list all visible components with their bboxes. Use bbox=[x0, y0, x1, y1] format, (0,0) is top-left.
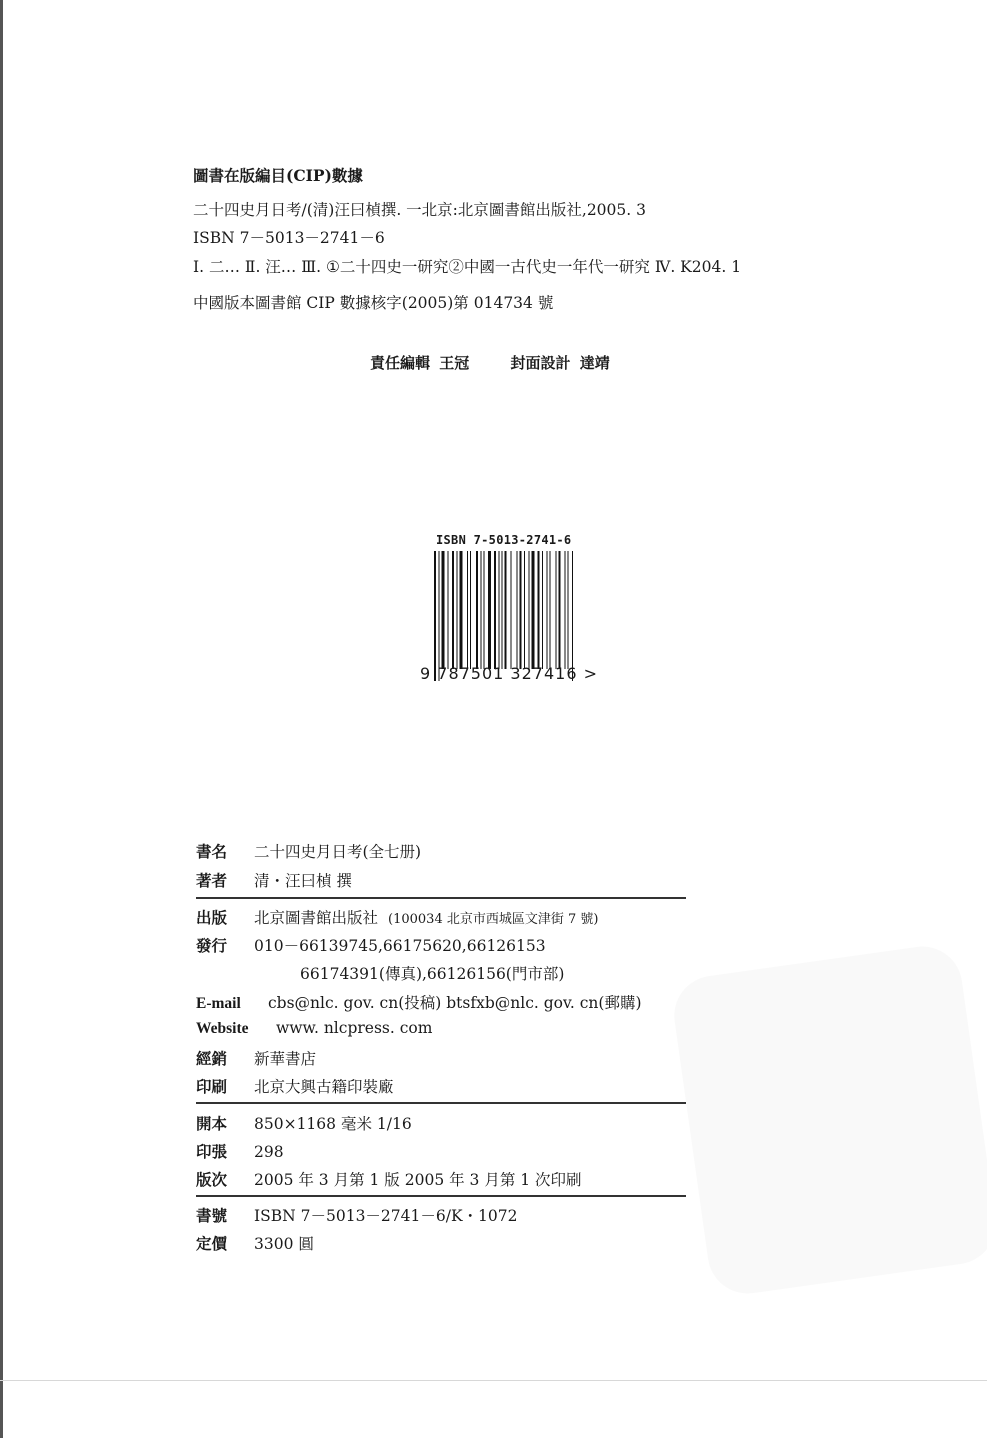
publisher-address: (100034 北京市西城區文津街 7 號) bbox=[388, 912, 599, 927]
barcode-bar bbox=[494, 551, 496, 669]
book-author: 清・汪曰楨 撰 bbox=[254, 872, 352, 890]
barcode-bar bbox=[434, 551, 436, 681]
price-label: 定價 bbox=[196, 1234, 228, 1253]
barcode-bar bbox=[452, 551, 454, 669]
barcode-bar bbox=[481, 551, 482, 669]
barcode-bar bbox=[502, 551, 503, 669]
barcode-bar bbox=[568, 551, 569, 669]
book-number-value: ISBN 7－5013－2741－6/K・1072 bbox=[254, 1207, 518, 1225]
scan-bottom-edge bbox=[0, 1380, 987, 1381]
barcode-bar bbox=[457, 551, 458, 669]
barcode-bar bbox=[467, 551, 468, 669]
barcode-bar bbox=[505, 551, 507, 669]
barcode-bar bbox=[484, 551, 485, 669]
format-label: 開本 bbox=[196, 1114, 228, 1133]
barcode-isbn-text: ISBN 7-5013-2741-6 bbox=[436, 533, 572, 547]
book-title: 二十四史月日考(全七册) bbox=[254, 843, 422, 861]
cip-title-line: 二十四史月日考/(清)汪曰楨撰. 一北京:北京圖書館出版社,2005. 3 bbox=[193, 201, 646, 219]
barcode-bar bbox=[532, 551, 535, 669]
barcode-bar bbox=[547, 551, 548, 669]
barcode-bar bbox=[550, 551, 551, 669]
barcode-bar bbox=[517, 551, 518, 669]
author-label: 著者 bbox=[196, 871, 228, 890]
faint-watermark bbox=[669, 941, 987, 1298]
section-divider bbox=[196, 1195, 686, 1197]
distribution-phones-continued: 66174391(傳真),66126156(門市部) bbox=[300, 965, 565, 983]
edition-value: 2005 年 3 月第 1 版 2005 年 3 月第 1 次印刷 bbox=[254, 1171, 582, 1189]
editorial-credits bbox=[370, 352, 614, 373]
editor-name: 王冠 bbox=[439, 354, 470, 372]
barcode-bar bbox=[520, 551, 522, 669]
barcode-bar bbox=[476, 551, 478, 669]
barcode-bar bbox=[538, 551, 540, 669]
barcode-bar bbox=[542, 551, 543, 669]
barcode-bar bbox=[488, 551, 491, 669]
page-edge bbox=[0, 0, 3, 1438]
edition-label: 版次 bbox=[196, 1170, 228, 1189]
barcode-bar bbox=[529, 551, 530, 669]
cover-designer-name: 達靖 bbox=[579, 354, 610, 372]
publisher-label: 出版 bbox=[196, 908, 228, 927]
email-value: cbs@nlc. gov. cn(投稿) btsfxb@nlc. gov. cn(郵購) bbox=[268, 994, 642, 1012]
barcode-bar bbox=[565, 551, 566, 669]
email-label: E-mail bbox=[196, 995, 241, 1012]
printer-label: 印刷 bbox=[196, 1077, 228, 1096]
sheets-label: 印張 bbox=[196, 1142, 228, 1161]
cover-designer-label: 封面設計 bbox=[510, 354, 571, 372]
cip-classification-line: Ⅰ. 二… Ⅱ. 汪… Ⅲ. ①二十四史一研究②中國一古代史一年代一研究 Ⅳ. K204. 1 bbox=[193, 258, 742, 276]
seller-label: 經銷 bbox=[196, 1049, 228, 1068]
barcode-bar bbox=[556, 551, 557, 669]
seller-value: 新華書店 bbox=[254, 1050, 317, 1068]
cip-heading: 圖書在版編目(CIP)數據 bbox=[193, 166, 363, 185]
barcode-bar bbox=[442, 551, 445, 669]
section-divider bbox=[196, 897, 686, 899]
barcode-bar bbox=[559, 551, 561, 669]
barcode-digits: 9 787501 327416 > bbox=[420, 664, 598, 683]
book-number-label: 書號 bbox=[196, 1206, 228, 1225]
website-label: Website bbox=[196, 1020, 249, 1037]
barcode-bars bbox=[420, 551, 600, 681]
barcode-bar bbox=[499, 551, 500, 669]
barcode-bar bbox=[439, 551, 440, 681]
barcode-bar bbox=[448, 551, 449, 669]
sheets-value: 298 bbox=[254, 1143, 284, 1161]
barcode-bar bbox=[470, 551, 471, 669]
title-label: 書名 bbox=[196, 842, 228, 861]
editor-label: 責任編輯 bbox=[370, 354, 431, 372]
format-value: 850×1168 毫米 1/16 bbox=[254, 1115, 412, 1133]
price-value: 3300 圓 bbox=[254, 1235, 314, 1253]
printer-value: 北京大興古籍印裝廠 bbox=[254, 1078, 394, 1096]
website-value: www. nlcpress. com bbox=[276, 1019, 433, 1037]
barcode-bar bbox=[572, 551, 573, 681]
barcode-bar bbox=[460, 551, 463, 669]
cip-record-line: 中國版本圖書館 CIP 數據核字(2005)第 014734 號 bbox=[193, 294, 554, 312]
isbn-barcode bbox=[420, 533, 620, 681]
distribution-label: 發行 bbox=[196, 936, 228, 955]
section-divider bbox=[196, 1102, 686, 1104]
distribution-phones: 010－66139745,66175620,66126153 bbox=[254, 937, 546, 955]
publisher-name: 北京圖書館出版社 bbox=[254, 909, 379, 927]
barcode-bar bbox=[511, 551, 512, 669]
barcode-bar bbox=[524, 551, 525, 669]
cip-isbn-line: ISBN 7－5013－2741－6 bbox=[193, 229, 385, 247]
